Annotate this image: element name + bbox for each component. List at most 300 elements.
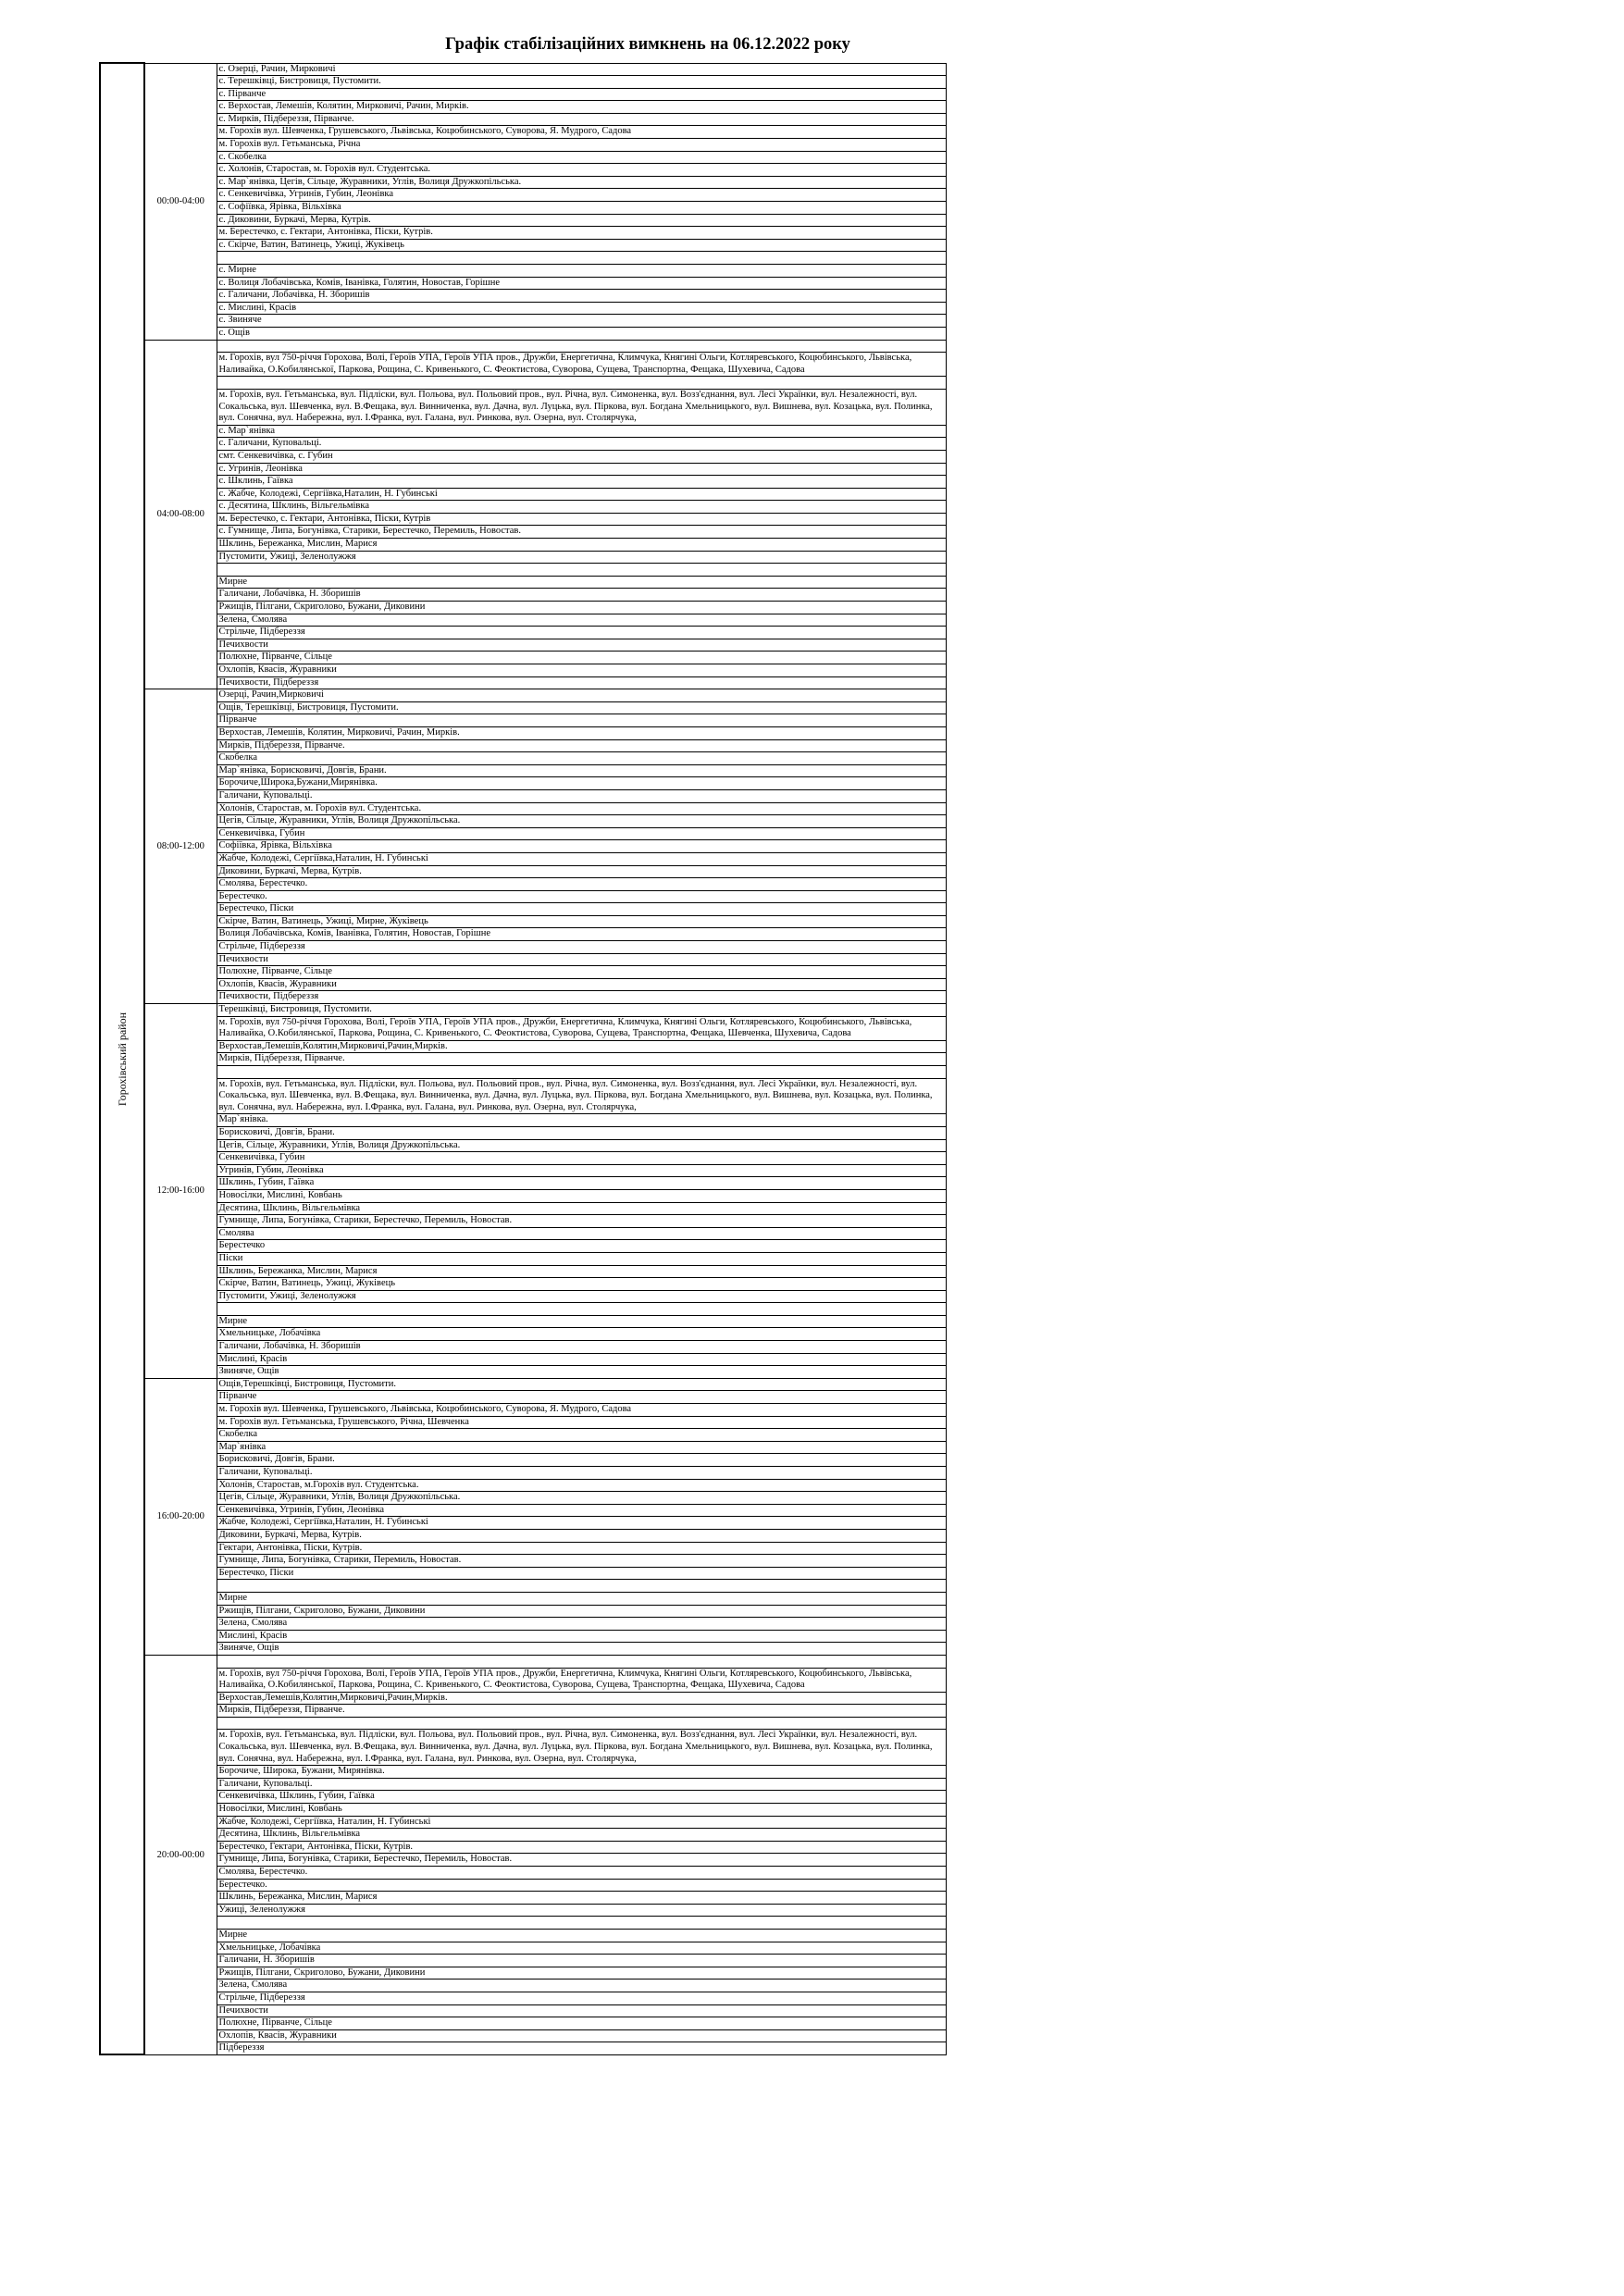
- address-cell: [217, 1655, 946, 1668]
- table-row: [100, 1992, 946, 2004]
- address-cell: Борочиче, Широка, Бужани, Мирянівка.: [217, 1766, 946, 1779]
- address-cell: [217, 564, 946, 577]
- address-cell: Галичани, Лобачівка, Н. Зборишів: [217, 589, 946, 602]
- address-cell: Верхостав,Лемешів,Колятин,Мирковичі,Рачин,Мирків.: [217, 1040, 946, 1053]
- address-cell: Верхостав,Лемешів,Колятин,Мирковичі,Рачин,Мирків.: [217, 1692, 946, 1705]
- address-cell: Хмельницьке, Лобачівка: [217, 1328, 946, 1341]
- address-cell: смт. Сенкевичівка, с. Губин: [217, 450, 946, 463]
- table-row: [100, 151, 946, 164]
- table-row: [100, 1904, 946, 1917]
- table-row: [100, 1126, 946, 1139]
- table-row: [100, 189, 946, 202]
- address-cell: Сенкевичівка, Губин: [217, 827, 946, 840]
- table-row: [100, 1066, 946, 1079]
- table-row: [100, 739, 946, 752]
- address-cell: Гумнище, Липа, Богунівка, Старики, Перемиль, Новостав.: [217, 1555, 946, 1568]
- table-row: [100, 63, 946, 76]
- address-cell: с. Мислині, Красів: [217, 302, 946, 315]
- address-cell: Жабче, Колодежі, Сергіївка,Наталин, Н. Губинські: [217, 1517, 946, 1530]
- table-row: [100, 1177, 946, 1190]
- table-row: [100, 639, 946, 652]
- table-row: [100, 652, 946, 664]
- table-row: [100, 777, 946, 790]
- address-cell: Пірванче: [217, 1391, 946, 1404]
- table-row: [100, 1416, 946, 1429]
- table-row: [100, 227, 946, 240]
- address-cell: м. Горохів, вул 750-річчя Горохова, Волі, Героїв УПА, Героїв УПА пров., Дружби, Енергетична, Климчука, Княгині Ольги, Котляревського, Коцюбинського, Львівська, Наливайка, О.Кобилянської, Паркова, Рощина, С. Кривенького, С. Феоктистова, Суворова, Сущева, Транспортна, Фещака, Шухевича, Садова: [217, 1668, 946, 1692]
- table-row: [100, 176, 946, 189]
- address-cell: Сенкевичівка, Губин: [217, 1152, 946, 1165]
- address-cell: Галичани, Н. Зборишів: [217, 1955, 946, 1967]
- address-cell: Пустомити, Ужиці, Зеленолужжя: [217, 551, 946, 564]
- address-cell: м. Горохів вул. Гетьманська, Річна: [217, 139, 946, 152]
- table-row: [100, 1892, 946, 1905]
- table-row: [100, 564, 946, 577]
- table-row: [100, 991, 946, 1004]
- table-row: [100, 1152, 946, 1165]
- table-row: [100, 1555, 946, 1568]
- table-row: [100, 878, 946, 891]
- table-row: [100, 764, 946, 777]
- table-row: [100, 1504, 946, 1517]
- address-cell: Смолява, Берестечко.: [217, 1867, 946, 1880]
- address-cell: Печихвости: [217, 639, 946, 652]
- address-cell: Цегів, Сільце, Журавники, Углів, Волиця Дружкопільська.: [217, 1139, 946, 1152]
- address-cell: Галичани, Куповальці.: [217, 1467, 946, 1480]
- address-cell: с. Скірче, Ватин, Ватинець, Ужиці, Жуківець: [217, 239, 946, 252]
- address-cell: Піски: [217, 1252, 946, 1265]
- table-row: [100, 1441, 946, 1454]
- table-row: [100, 2004, 946, 2017]
- address-cell: Смолява: [217, 1227, 946, 1240]
- table-row: [100, 1730, 946, 1766]
- address-cell: Волиця Лобачівська, Комів, Іванівка, Голятин, Новостав, Горішне: [217, 928, 946, 941]
- address-cell: с. Диковини, Буркачі, Мерва, Кутрів.: [217, 214, 946, 227]
- table-row: [100, 113, 946, 126]
- address-cell: м. Горохів, вул 750-річчя Горохова, Волі, Героїв УПА, Героїв УПА пров., Дружби, Енергетична, Климчука, Княгині Ольги, Котляревського, Коцюбинського, Львівська, Наливайка, О.Кобилянської, Паркова, Рощина, С. Кривенького, С. Феоктистова, Суворова, Сущева, Транспортна, Фещака, Шухевича, Садова: [217, 353, 946, 377]
- address-cell: Охлопів, Квасів, Журавники: [217, 978, 946, 991]
- table-row: [100, 1567, 946, 1580]
- address-cell: м. Берестечко, с. Гектари, Антонівка, Піски, Кутрів.: [217, 227, 946, 240]
- address-cell: м. Горохів вул. Гетьманська, Грушевського, Річна, Шевченка: [217, 1416, 946, 1429]
- address-cell: м. Берестечко, с. Гектари, Антонівка, Піски, Кутрів: [217, 513, 946, 526]
- address-cell: Скобелка: [217, 1429, 946, 1442]
- address-cell: Пірванче: [217, 714, 946, 727]
- table-row: [100, 1353, 946, 1366]
- address-cell: [217, 1717, 946, 1730]
- address-cell: Мислині, Красів: [217, 1630, 946, 1643]
- address-cell: Мар`янівка: [217, 1441, 946, 1454]
- address-cell: Печихвости, Підбереззя: [217, 991, 946, 1004]
- table-row: [100, 1867, 946, 1880]
- table-row: [100, 1139, 946, 1152]
- address-cell: Шклинь, Губин, Гаївка: [217, 1177, 946, 1190]
- address-cell: м. Горохів, вул. Гетьманська, вул. Підліски, вул. Польова, вул. Польовий пров., вул. Річна, вул. Симоненка, вул. Возз'єднання, вул. Лесі Українки, вул. Незалежності, вул. Сокальська, вул. Шевченка, вул. В.Фещака, вул. Винниченка, вул. Дачна, вул. Луцька, вул. Піркова, вул. Богдана Хмельницького, вул. Вишнева, вул. Козацька, вул. Полинка, вул. Сонячна, вул. Набережна, вул. І.Франка, вул. Галана, вул. Ринкова, вул. Озерна, вул. Столярчука,: [217, 1078, 946, 1114]
- address-cell: с. Мирне: [217, 265, 946, 278]
- table-row: [100, 576, 946, 589]
- table-row: [100, 966, 946, 979]
- address-cell: Берестечко, Піски: [217, 1567, 946, 1580]
- table-row: [100, 840, 946, 853]
- address-cell: Мирків, Підбереззя, Пірванче.: [217, 1705, 946, 1718]
- table-row: [100, 614, 946, 627]
- address-cell: Диковини, Буркачі, Мерва, Кутрів.: [217, 865, 946, 878]
- table-row: [100, 890, 946, 903]
- address-cell: Полюхне, Пірванче, Сільце: [217, 966, 946, 979]
- table-row: [100, 953, 946, 966]
- address-cell: Ржищів, Пілгани, Скриголово, Бужани, Диковини: [217, 1605, 946, 1618]
- address-cell: Берестечко: [217, 1240, 946, 1253]
- table-row: [100, 1078, 946, 1114]
- table-row: [100, 1114, 946, 1127]
- table-row: [100, 1804, 946, 1817]
- address-cell: Полюхне, Пірванче, Сільце: [217, 2017, 946, 2030]
- time-slot: 00:00-04:00: [144, 63, 217, 340]
- address-cell: м. Горохів, вул. Гетьманська, вул. Підліски, вул. Польова, вул. Польовий пров., вул. Річна, вул. Симоненка, вул. Возз'єднання, вул. Лесі Українки, вул. Незалежності, вул. Сокальська, вул. Шевченка, вул. В.Фещака, вул. Винниченка, вул. Дачна, вул. Луцька, вул. Піркова, вул. Богдана Хмельницького, вул. Вишнева, вул. Козацька, вул. Полинка, вул. Сонячна, вул. Набережна, вул. І.Франка, вул. Галана, вул. Ринкова, вул. Озерна, вул. Столярчука,: [217, 1730, 946, 1766]
- address-cell: Жабче, Колодежі, Сергіївка, Наталин, Н. Губинські: [217, 1816, 946, 1829]
- table-row: [100, 302, 946, 315]
- table-row: [100, 1391, 946, 1404]
- table-row: [100, 1189, 946, 1202]
- table-row: [100, 1592, 946, 1605]
- address-cell: Зелена, Смолява: [217, 1618, 946, 1631]
- table-row: [100, 340, 946, 353]
- address-cell: Ощів,Терешківці, Бистровиця, Пустомити.: [217, 1378, 946, 1391]
- address-cell: Звиняче, Ощів: [217, 1643, 946, 1656]
- table-row: [100, 1016, 946, 1040]
- address-cell: Печихвости, Підбереззя: [217, 676, 946, 689]
- address-cell: Галичани, Куповальці.: [217, 789, 946, 802]
- table-row: [100, 539, 946, 552]
- table-row: [100, 1967, 946, 1980]
- table-row: [100, 1829, 946, 1842]
- table-row: [100, 488, 946, 501]
- table-row: [100, 252, 946, 265]
- address-cell: Берестечко.: [217, 890, 946, 903]
- address-cell: [217, 1303, 946, 1316]
- table-row: [100, 353, 946, 377]
- table-row: [100, 1227, 946, 1240]
- district-name: Горохівський район: [115, 1011, 129, 1106]
- address-cell: Звиняче, Ощів: [217, 1366, 946, 1379]
- table-row: [100, 290, 946, 303]
- time-slot: 12:00-16:00: [144, 1004, 217, 1379]
- table-row: [100, 827, 946, 840]
- table-row: [100, 1265, 946, 1278]
- table-row: [100, 1278, 946, 1291]
- address-cell: Мирне: [217, 1592, 946, 1605]
- address-cell: Печихвости: [217, 2004, 946, 2017]
- address-cell: Софіївка, Ярівка, Вільхівка: [217, 840, 946, 853]
- time-slot: 20:00-00:00: [144, 1655, 217, 2054]
- address-cell: с. Верхостав, Лемешів, Колятин, Мирковичі, Рачин, Мирків.: [217, 101, 946, 114]
- table-row: [100, 1328, 946, 1341]
- table-row: [100, 589, 946, 602]
- address-cell: Угринів, Губин, Леонівка: [217, 1164, 946, 1177]
- table-row: [100, 676, 946, 689]
- table-row: [100, 865, 946, 878]
- address-cell: с. Шклинь, Гаївка: [217, 476, 946, 489]
- address-cell: с. Жабче, Колодежі, Сергіївка,Наталин, Н. Губинські: [217, 488, 946, 501]
- address-cell: Стрільче, Підбереззя: [217, 627, 946, 639]
- address-cell: [217, 1066, 946, 1079]
- address-cell: с. Звиняче: [217, 315, 946, 328]
- table-row: [100, 726, 946, 739]
- table-row: [100, 239, 946, 252]
- address-cell: Скірче, Ватин, Ватинець, Ужиці, Мирне, Жуківець: [217, 915, 946, 928]
- address-cell: Борочиче,Широка,Бужани,Мирянівка.: [217, 777, 946, 790]
- address-cell: Мирне: [217, 576, 946, 589]
- address-cell: Ужиці, Зеленолужжя: [217, 1904, 946, 1917]
- address-cell: с. Мар`янівка, Цегів, Сільце, Журавники, Углів, Волиця Дружкопільська.: [217, 176, 946, 189]
- table-row: [100, 513, 946, 526]
- table-row: [100, 1841, 946, 1854]
- address-cell: м. Горохів вул. Шевченка, Грушевського, Львівська, Коцюбинського, Суворова, Я. Мудрого, Садова: [217, 1404, 946, 1417]
- table-row: [100, 627, 946, 639]
- table-row: [100, 1717, 946, 1730]
- address-cell: м. Горохів, вул 750-річчя Горохова, Волі, Героїв УПА, Героїв УПА пров., Дружби, Енергетична, Климчука, Княгині Ольги, Котляревського, Коцюбинського, Львівська, Наливайка, О.Кобилянської, Паркова, Рощина, С. Кривенького, С. Феоктистова, Суворова, Сущева, Транспортна, Фещака, Шевченка, Шухевича, Садова: [217, 1016, 946, 1040]
- table-row: [100, 501, 946, 514]
- table-row: [100, 1290, 946, 1303]
- table-row: [100, 377, 946, 390]
- table-row: [100, 1454, 946, 1467]
- table-row: [100, 689, 946, 702]
- address-cell: Сенкевичівка, Шклинь, Губин, Гаївка: [217, 1791, 946, 1804]
- address-cell: [217, 252, 946, 265]
- table-row: [100, 139, 946, 152]
- address-cell: [217, 1917, 946, 1930]
- address-cell: с. Волиця Лобачівська, Комів, Іванівка, Голятин, Новостав, Горішне: [217, 277, 946, 290]
- address-cell: Мирне: [217, 1315, 946, 1328]
- table-row: [100, 1542, 946, 1555]
- address-cell: Шклинь, Бережанка, Мислин, Марися: [217, 1265, 946, 1278]
- address-cell: с. Галичани, Лобачівка, Н. Зборишів: [217, 290, 946, 303]
- address-cell: Терешківці, Бистровиця, Пустомити.: [217, 1004, 946, 1017]
- table-row: [100, 1791, 946, 1804]
- table-row: [100, 1004, 946, 1017]
- address-cell: с. Угринів, Леонівка: [217, 463, 946, 476]
- address-cell: Верхостав, Лемешів, Колятин, Мирковичі, Рачин, Мирків.: [217, 726, 946, 739]
- address-cell: Ржищів, Пілгани, Скриголово, Бужани, Диковини: [217, 1967, 946, 1980]
- table-row: [100, 1341, 946, 1354]
- address-cell: Новосілки, Мислині, Ковбань: [217, 1189, 946, 1202]
- address-cell: Скірче, Ватин, Ватинець, Ужиці, Жуківець: [217, 1278, 946, 1291]
- outage-schedule-table: [99, 62, 947, 2055]
- table-row: [100, 1955, 946, 1967]
- table-row: [100, 941, 946, 954]
- table-row: [100, 1692, 946, 1705]
- address-cell: Мислині, Красів: [217, 1353, 946, 1366]
- address-cell: Холонів, Старостав, м.Горохів вул. Студентська.: [217, 1479, 946, 1492]
- table-row: [100, 789, 946, 802]
- table-row: [100, 327, 946, 340]
- table-row: [100, 1630, 946, 1643]
- address-cell: с. Ощів: [217, 327, 946, 340]
- table-row: [100, 76, 946, 89]
- address-cell: [217, 377, 946, 390]
- time-slot: 04:00-08:00: [144, 340, 217, 689]
- table-row: [100, 928, 946, 941]
- table-row: [100, 389, 946, 425]
- address-cell: Десятина, Шклинь, Вільгельмівка: [217, 1829, 946, 1842]
- address-cell: Сенкевичівка, Угринів, Губин, Леонівка: [217, 1504, 946, 1517]
- table-row: [100, 1766, 946, 1779]
- address-cell: Диковини, Буркачі, Мерва, Кутрів.: [217, 1529, 946, 1542]
- table-row: [100, 551, 946, 564]
- address-cell: Хмельницьке, Лобачівка: [217, 1942, 946, 1955]
- table-row: [100, 852, 946, 865]
- address-cell: Берестечко, Гектари, Антонівка, Піски, Кутрів.: [217, 1841, 946, 1854]
- table-row: [100, 1643, 946, 1656]
- table-row: [100, 202, 946, 215]
- address-cell: Берестечко.: [217, 1879, 946, 1892]
- address-cell: с. Мирків, Підбереззя, Пірванче.: [217, 113, 946, 126]
- table-row: [100, 1429, 946, 1442]
- table-row: [100, 126, 946, 139]
- table-row: [100, 1942, 946, 1955]
- address-cell: Новосілки, Мислині, Ковбань: [217, 1804, 946, 1817]
- address-cell: с. Терешківці, Бистровиця, Пустомити.: [217, 76, 946, 89]
- table-row: [100, 438, 946, 451]
- table-row: [100, 602, 946, 614]
- address-cell: Стрільче, Підбереззя: [217, 1992, 946, 2004]
- address-cell: Зелена, Смолява: [217, 1980, 946, 1992]
- address-cell: Ржищів, Пілгани, Скриголово, Бужани, Диковини: [217, 602, 946, 614]
- address-cell: Шклинь, Бережанка, Мислин, Марися: [217, 1892, 946, 1905]
- table-row: [100, 1778, 946, 1791]
- table-row: [100, 1705, 946, 1718]
- address-cell: Гумнище, Липа, Богунівка, Старики, Берестечко, Перемиль, Новостав.: [217, 1215, 946, 1228]
- table-row: [100, 88, 946, 101]
- table-row: [100, 1668, 946, 1692]
- table-row: [100, 101, 946, 114]
- table-row: [100, 752, 946, 765]
- table-row: [100, 1980, 946, 1992]
- table-row: [100, 1816, 946, 1829]
- address-cell: м. Горохів, вул. Гетьманська, вул. Підліски, вул. Польова, вул. Польовий пров., вул. Річна, вул. Симоненка, вул. Возз'єднання, вул. Лесі Українки, вул. Незалежності, вул. Сокальська, вул. Шевченка, вул. В.Фещака, вул. Винниченка, вул. Дачна, вул. Луцька, вул. Піркова, вул. Богдана Хмельницького, вул. Вишнева, вул. Козацька, вул. Полинка, вул. Сонячна, вул. Набережна, вул. І.Франка, вул. Галана, вул. Ринкова, вул. Озерна, вул. Столярчука,: [217, 389, 946, 425]
- address-cell: с. Десятина, Шклинь, Вільгельмівка: [217, 501, 946, 514]
- address-cell: Шклинь, Бережанка, Мислин, Марися: [217, 539, 946, 552]
- table-row: [100, 1580, 946, 1593]
- address-cell: Озерці, Рачин,Мирковичі: [217, 689, 946, 702]
- address-cell: Зелена, Смолява: [217, 614, 946, 627]
- table-row: [100, 664, 946, 677]
- address-cell: с. Галичани, Куповальці.: [217, 438, 946, 451]
- address-cell: с. Мар`янівка: [217, 425, 946, 438]
- table-row: [100, 1202, 946, 1215]
- table-row: [100, 265, 946, 278]
- table-row: [100, 1655, 946, 1668]
- table-row: [100, 1929, 946, 1942]
- table-row: [100, 463, 946, 476]
- table-row: [100, 2029, 946, 2042]
- table-row: [100, 1529, 946, 1542]
- table-row: [100, 1605, 946, 1618]
- table-row: [100, 1240, 946, 1253]
- address-cell: Охлопів, Квасів, Журавники: [217, 664, 946, 677]
- address-cell: Охлопів, Квасів, Журавники: [217, 2029, 946, 2042]
- table-row: [100, 978, 946, 991]
- page-title: Графік стабілізаційних вимкнень на 06.12.2022 року: [445, 35, 850, 54]
- table-row: [100, 915, 946, 928]
- district-cell: [100, 63, 144, 2054]
- table-row: [100, 1879, 946, 1892]
- address-cell: м. Горохів вул. Шевченка, Грушевського, Львівська, Коцюбинського, Суворова, Я. Мудрого, Садова: [217, 126, 946, 139]
- table-row: [100, 1479, 946, 1492]
- address-cell: Галичани, Лобачівка, Н. Зборишів: [217, 1341, 946, 1354]
- table-row: [100, 526, 946, 539]
- table-row: [100, 903, 946, 916]
- table-row: [100, 450, 946, 463]
- table-row: [100, 1366, 946, 1379]
- address-cell: Десятина, Шклинь, Вільгельмівка: [217, 1202, 946, 1215]
- address-cell: с. Сенкевичівка, Угринів, Губин, Леонівка: [217, 189, 946, 202]
- table-row: [100, 2042, 946, 2055]
- schedule-body: [100, 63, 946, 2054]
- table-row: [100, 701, 946, 714]
- address-cell: Гумнище, Липа, Богунівка, Старики, Берестечко, Перемиль, Новостав.: [217, 1854, 946, 1867]
- address-cell: Печихвости: [217, 953, 946, 966]
- table-row: [100, 1040, 946, 1053]
- table-row: [100, 1467, 946, 1480]
- address-cell: Цегів, Сільце, Журавники, Углів, Волиця Дружкопільська.: [217, 815, 946, 828]
- address-cell: Берестечко, Піски: [217, 903, 946, 916]
- address-cell: Борисковичі, Довгів, Брани.: [217, 1454, 946, 1467]
- table-row: [100, 1492, 946, 1505]
- table-row: [100, 277, 946, 290]
- table-row: [100, 1315, 946, 1328]
- time-slot: 16:00-20:00: [144, 1378, 217, 1655]
- table-row: [100, 164, 946, 177]
- address-cell: Мирків, Підбереззя, Пірванче.: [217, 1053, 946, 1066]
- address-cell: Галичани, Куповальці.: [217, 1778, 946, 1791]
- address-cell: Гектари, Антонівка, Піски, Кутрів.: [217, 1542, 946, 1555]
- address-cell: Ощів, Терешківці, Бистровиця, Пустомити.: [217, 701, 946, 714]
- address-cell: Мирків, Підбереззя, Пірванче.: [217, 739, 946, 752]
- table-row: [100, 425, 946, 438]
- address-cell: с. Гумнище, Липа, Богунівка, Старики, Берестечко, Перемиль, Новостав.: [217, 526, 946, 539]
- time-slot: 08:00-12:00: [144, 689, 217, 1004]
- table-row: [100, 214, 946, 227]
- address-cell: Борисковичі, Довгів, Брани.: [217, 1126, 946, 1139]
- address-cell: Пустомити, Ужиці, Зеленолужжя: [217, 1290, 946, 1303]
- table-row: [100, 315, 946, 328]
- address-cell: с. Холонів, Старостав, м. Горохів вул. Студентська.: [217, 164, 946, 177]
- address-cell: Мар`янівка, Борисковичі, Довгів, Брани.: [217, 764, 946, 777]
- table-row: [100, 1303, 946, 1316]
- table-row: [100, 2017, 946, 2030]
- address-cell: с. Скобелка: [217, 151, 946, 164]
- table-row: [100, 802, 946, 815]
- table-row: [100, 1517, 946, 1530]
- table-row: [100, 1854, 946, 1867]
- table-row: [100, 815, 946, 828]
- address-cell: Цегів, Сільце, Журавники, Углів, Волиця Дружкопільська.: [217, 1492, 946, 1505]
- table-row: [100, 476, 946, 489]
- address-cell: Мирне: [217, 1929, 946, 1942]
- address-cell: Жабче, Колодежі, Сергіївка,Наталин, Н. Губинські: [217, 852, 946, 865]
- address-cell: Смолява, Берестечко.: [217, 878, 946, 891]
- address-cell: с. Озерці, Рачин, Мирковичі: [217, 63, 946, 76]
- table-row: [100, 1164, 946, 1177]
- address-cell: [217, 1580, 946, 1593]
- address-cell: [217, 340, 946, 353]
- address-cell: Підбереззя: [217, 2042, 946, 2055]
- address-cell: Полюхне, Пірванче, Сільце: [217, 652, 946, 664]
- address-cell: с. Пірванче: [217, 88, 946, 101]
- address-cell: Холонів, Старостав, м. Горохів вул. Студентська.: [217, 802, 946, 815]
- table-row: [100, 1252, 946, 1265]
